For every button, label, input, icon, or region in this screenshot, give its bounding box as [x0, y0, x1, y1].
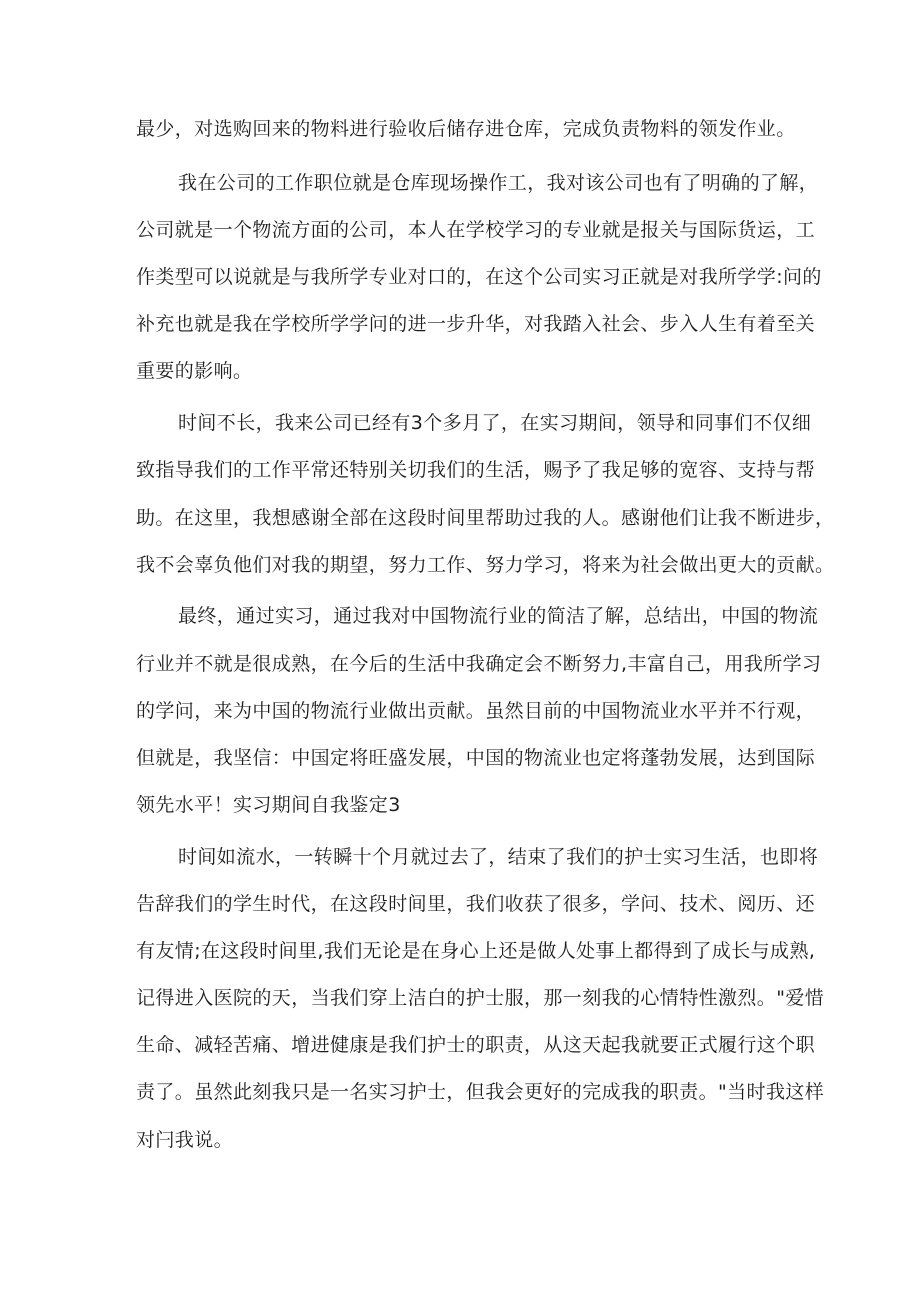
paragraph-line: 作类型可以说就是与我所学专业对口的，在这个公司实习正就是对我所学学:问的 — [136, 266, 822, 288]
paragraph-line: 补充也就是我在学校所学学问的进一步升华，对我踏入社会、步入人生有着至关 — [136, 313, 816, 335]
paragraph-line: 重要的影响。 — [136, 360, 253, 382]
paragraph-line: 助。在这里，我想感谢全部在这段时间里帮助过我的人。感谢他们让我不断进步， — [136, 507, 835, 529]
paragraph-line: 我在公司的工作职位就是仓库现场操作工，我对该公司也有了明确的了解， — [178, 172, 819, 194]
paragraph-line: 的学问，来为中国的物流行业做出贡献。虽然目前的中国物流业水平并不行观， — [136, 700, 816, 722]
paragraph-line: 时间如流水，一转瞬十个月就过去了，结束了我们的护士实习生活，也即将 — [178, 846, 819, 868]
paragraph-line: 行业并不就是很成熟，在今后的生活中我确定会不断努力,丰富自己，用我所学习 — [136, 653, 822, 675]
paragraph-line: 我不会辜负他们对我的期望，努力工作、努力学习，将来为社会做出更大的贡献。 — [136, 554, 835, 576]
paragraph-line: 生命、减轻苦痛、增进健康是我们护士的职责，从这天起我就要正式履行这个职 — [136, 1034, 816, 1056]
paragraph-line: 对闩我说。 — [136, 1129, 234, 1151]
paragraph-line: 领先水平！实习期间自我鉴定3 — [136, 794, 401, 816]
paragraph-line: 最终，通过实习，通过我对中国物流行业的简洁了解，总结出，中国的物流 — [178, 605, 819, 627]
paragraph-line: 有友情;在这段时间里,我们无论是在身心上还是做人处事上都得到了成长与成熟, — [136, 940, 816, 962]
paragraph-line: 但就是，我坚信：中国定将旺盛发展，中国的物流业也定将蓬勃发展，达到国际 — [136, 747, 816, 769]
paragraph-line: 告辞我们的学生时代，在这段时间里，我们收获了很多，学问、技术、阅历、还 — [136, 893, 816, 915]
paragraph-line: 时间不长，我来公司已经有3个多月了，在实习期间，领导和同事们不仅细 — [178, 412, 812, 434]
paragraph-line: 记得进入医院的天，当我们穿上洁白的护士服，那一刻我的心情特性激烈。"爱惜 — [136, 987, 825, 1009]
paragraph-line: 责了。虽然此刻我只是一名实习护士，但我会更好的完成我的职责。"当时我这样 — [136, 1081, 825, 1103]
paragraph-line: 致指导我们的工作平常还特别关切我们的生活，赐予了我足够的宽容、支持与帮 — [136, 459, 816, 481]
paragraph-line: 最少，对选购回来的物料进行验收后储存进仓库，完成负责物料的领发作业。 — [136, 118, 796, 140]
paragraph-line: 公司就是一个物流方面的公司，本人在学校学习的专业就是报关与国际货运，工 — [136, 219, 816, 241]
